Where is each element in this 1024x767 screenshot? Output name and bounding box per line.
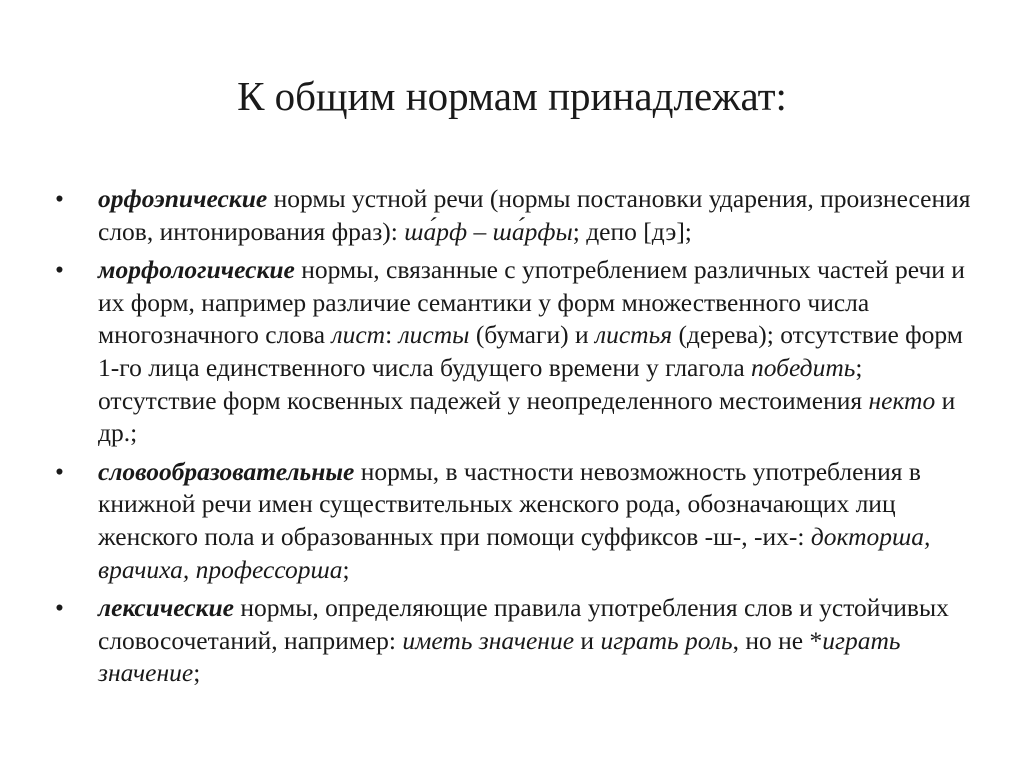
body-text: и [574,625,601,655]
body-text: нормы, в частности невозможность употребления в книжной речи имен существительных женского рода, обозначающих лиц женского пола и образованных при помощи суффиксов -ш-, -их-: [98,456,921,551]
example-text: ша́рф – ша́рфы [404,216,573,246]
list-item [55,183,975,248]
list-item [55,254,975,450]
example-text: играть роль [600,625,733,655]
list-item-text [98,255,965,447]
body-text: нормы устной речи (нормы постановки ударения, произнесения слов, интонирования фраз): [98,184,971,246]
norm-term: лексические [98,593,234,623]
body-text: нормы, определяющие правила употребления слов и устойчивых словосочетаний, например: [98,593,949,655]
example-text: играть значение [98,625,901,688]
example-text: иметь значение [402,625,575,655]
norm-term: морфологические [98,255,295,285]
bullet-marker: • [55,456,64,486]
slide-title: К общим нормам принадлежат: [237,73,787,119]
example-text: лист [331,320,386,350]
example-text: докторша, врачиха, профессорша [98,521,931,584]
bullet-marker: • [55,593,64,623]
example-text: листья [595,320,673,350]
body-text: ; депо [дэ]; [572,216,692,246]
list-item [55,592,975,690]
body-text: и др.; [98,385,956,448]
list-item [55,456,975,586]
example-text: листы [398,320,470,350]
example-text: победить [751,352,856,382]
body-text: ; [342,554,350,584]
body-text: (дерева); отсутствие форм 1-го лица единственного числа будущего времени у глагола [98,320,963,382]
body-text: ; [193,658,201,688]
bullet-marker: • [55,255,64,285]
norm-term: орфоэпические [98,184,268,213]
body-text: , но не * [732,625,823,655]
list-item-text [98,457,930,584]
norms-list [55,183,975,696]
body-text: : [385,320,399,350]
bullet-marker: • [55,184,64,213]
list-item-text [98,593,949,687]
body-text: (бумаги) и [469,320,595,350]
norm-term: словообразовательные [98,456,355,486]
list-item-text [98,184,971,246]
body-text: ; отсутствие форм косвенных падежей у неопределенного местоимения [98,352,869,415]
body-text: нормы, связанные с употреблением различных частей речи и их форм, например различие семантики у форм множественного числа многозначного слова [98,255,965,350]
example-text: некто [868,385,936,415]
